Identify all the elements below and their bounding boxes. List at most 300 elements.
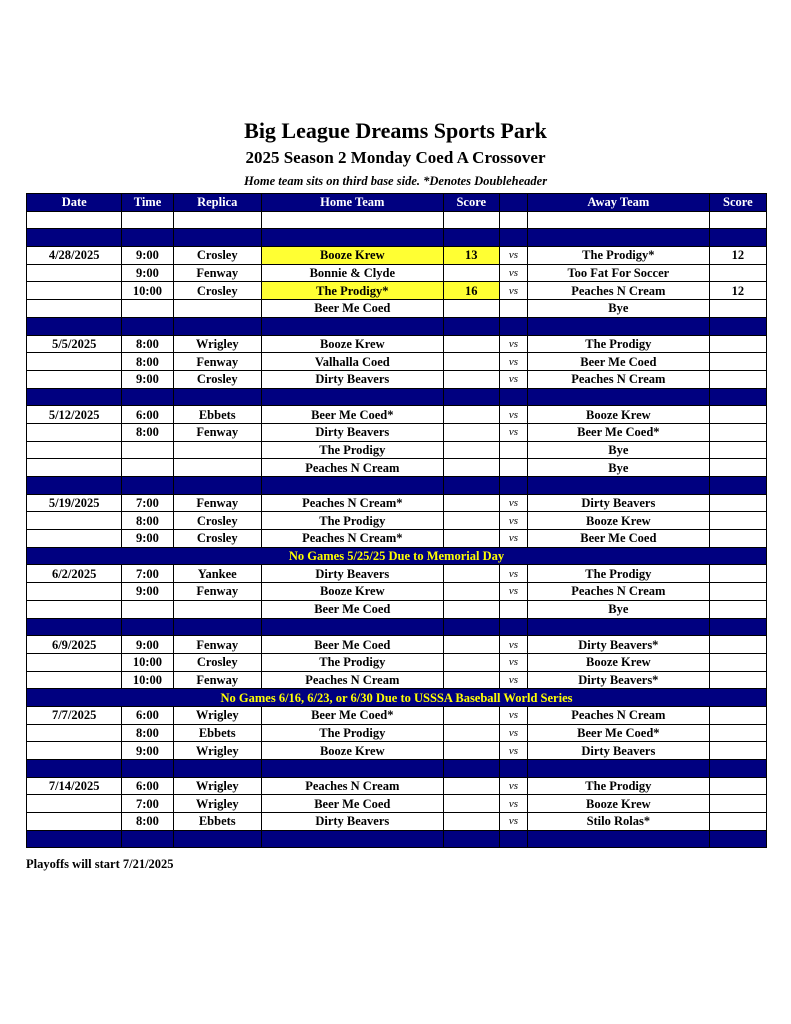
away-score-cell <box>709 370 766 388</box>
game-row <box>27 583 767 601</box>
vs-cell <box>499 600 527 618</box>
time-cell: 6:00 <box>122 406 173 424</box>
game-row <box>27 813 767 831</box>
home-score-cell <box>443 636 499 654</box>
empty-cell <box>709 229 766 247</box>
date-cell <box>27 300 122 318</box>
time-cell <box>122 441 173 459</box>
away-score-cell <box>709 583 766 601</box>
replica-cell: Yankee <box>173 565 261 583</box>
home-team-cell: Beer Me Coed* <box>261 406 443 424</box>
empty-cell <box>443 760 499 778</box>
vs-cell: vs <box>499 565 527 583</box>
away-team-cell: Dirty Beavers* <box>527 671 709 689</box>
away-score-cell <box>709 600 766 618</box>
home-score-cell <box>443 300 499 318</box>
empty-cell <box>709 618 766 636</box>
date-cell <box>27 459 122 477</box>
empty-cell <box>443 211 499 229</box>
home-team-cell: The Prodigy* <box>261 282 443 300</box>
date-cell: 7/7/2025 <box>27 706 122 724</box>
home-team-cell: Beer Me Coed <box>261 795 443 813</box>
empty-cell <box>499 229 527 247</box>
away-team-cell: Dirty Beavers <box>527 742 709 760</box>
vs-cell: vs <box>499 530 527 548</box>
empty-cell <box>173 830 261 848</box>
empty-cell <box>709 477 766 495</box>
vs-cell: vs <box>499 512 527 530</box>
empty-cell <box>27 830 122 848</box>
date-cell: 7/14/2025 <box>27 777 122 795</box>
playoffs-note: Playoffs will start 7/21/2025 <box>26 857 174 871</box>
empty-cell <box>443 477 499 495</box>
empty-cell <box>527 760 709 778</box>
date-cell: 5/19/2025 <box>27 494 122 512</box>
time-cell: 8:00 <box>122 813 173 831</box>
home-team-cell: Peaches N Cream <box>261 459 443 477</box>
home-score-cell <box>443 423 499 441</box>
vs-cell: vs <box>499 813 527 831</box>
away-team-cell: The Prodigy <box>527 777 709 795</box>
empty-cell <box>173 618 261 636</box>
away-score-cell: 12 <box>709 282 766 300</box>
empty-cell <box>261 317 443 335</box>
separator-row <box>27 618 767 636</box>
vs-cell: vs <box>499 406 527 424</box>
empty-cell <box>122 211 173 229</box>
replica-cell: Crosley <box>173 653 261 671</box>
home-team-cell: Dirty Beavers <box>261 423 443 441</box>
date-cell: 5/5/2025 <box>27 335 122 353</box>
empty-cell <box>27 388 122 406</box>
game-row <box>27 282 767 300</box>
time-cell: 9:00 <box>122 742 173 760</box>
home-team-cell: The Prodigy <box>261 512 443 530</box>
separator-row <box>27 388 767 406</box>
home-score-cell <box>443 583 499 601</box>
replica-cell: Ebbets <box>173 724 261 742</box>
away-score-cell <box>709 813 766 831</box>
away-score-cell <box>709 636 766 654</box>
away-team-cell: Bye <box>527 300 709 318</box>
home-score-cell: 13 <box>443 247 499 265</box>
away-team-cell: The Prodigy* <box>527 247 709 265</box>
col-header-replica: Replica <box>173 194 261 212</box>
away-team-cell: The Prodigy <box>527 565 709 583</box>
home-score-cell <box>443 512 499 530</box>
vs-cell: vs <box>499 370 527 388</box>
date-cell <box>27 530 122 548</box>
home-team-cell: Dirty Beavers <box>261 370 443 388</box>
replica-cell: Ebbets <box>173 406 261 424</box>
empty-cell <box>443 618 499 636</box>
empty-cell <box>527 211 709 229</box>
home-team-cell: Bonnie & Clyde <box>261 264 443 282</box>
empty-cell <box>261 477 443 495</box>
date-cell <box>27 813 122 831</box>
replica-cell: Fenway <box>173 353 261 371</box>
away-score-cell <box>709 706 766 724</box>
home-score-cell <box>443 441 499 459</box>
notice-text: No Games 5/25/25 Due to Memorial Day <box>27 547 767 565</box>
time-cell: 8:00 <box>122 423 173 441</box>
col-header-home-score: Score <box>443 194 499 212</box>
home-team-cell: Peaches N Cream* <box>261 530 443 548</box>
home-score-cell <box>443 264 499 282</box>
game-row <box>27 636 767 654</box>
empty-cell <box>527 317 709 335</box>
empty-cell <box>173 229 261 247</box>
away-score-cell <box>709 300 766 318</box>
home-score-cell: 16 <box>443 282 499 300</box>
away-team-cell: Booze Krew <box>527 653 709 671</box>
time-cell <box>122 459 173 477</box>
vs-cell: vs <box>499 636 527 654</box>
game-row <box>27 795 767 813</box>
replica-cell: Fenway <box>173 671 261 689</box>
home-score-cell <box>443 706 499 724</box>
home-team-cell: Booze Krew <box>261 247 443 265</box>
vs-cell: vs <box>499 423 527 441</box>
replica-cell: Wrigley <box>173 777 261 795</box>
empty-cell <box>709 830 766 848</box>
vs-cell <box>499 459 527 477</box>
away-team-cell: Dirty Beavers <box>527 494 709 512</box>
away-score-cell <box>709 441 766 459</box>
replica-cell: Fenway <box>173 636 261 654</box>
away-score-cell <box>709 530 766 548</box>
time-cell <box>122 300 173 318</box>
away-team-cell: Peaches N Cream <box>527 583 709 601</box>
empty-cell <box>499 830 527 848</box>
away-team-cell: Too Fat For Soccer <box>527 264 709 282</box>
vs-cell: vs <box>499 494 527 512</box>
away-score-cell <box>709 335 766 353</box>
home-score-cell <box>443 459 499 477</box>
vs-cell: vs <box>499 583 527 601</box>
vs-cell <box>499 441 527 459</box>
empty-cell <box>499 477 527 495</box>
away-team-cell: Bye <box>527 459 709 477</box>
home-team-cell: Peaches N Cream* <box>261 494 443 512</box>
time-cell: 6:00 <box>122 706 173 724</box>
time-cell: 8:00 <box>122 353 173 371</box>
table-header-row <box>27 194 767 212</box>
away-score-cell <box>709 494 766 512</box>
separator-row <box>27 830 767 848</box>
away-team-cell: Peaches N Cream <box>527 370 709 388</box>
home-team-cell: Dirty Beavers <box>261 813 443 831</box>
away-score-cell <box>709 795 766 813</box>
away-score-cell <box>709 264 766 282</box>
game-row <box>27 494 767 512</box>
away-team-cell: Booze Krew <box>527 795 709 813</box>
col-header-vs <box>499 194 527 212</box>
home-score-cell <box>443 370 499 388</box>
replica-cell <box>173 441 261 459</box>
time-cell: 9:00 <box>122 264 173 282</box>
game-row <box>27 512 767 530</box>
home-score-cell <box>443 406 499 424</box>
game-row <box>27 247 767 265</box>
date-cell <box>27 264 122 282</box>
home-score-cell <box>443 777 499 795</box>
home-score-cell <box>443 742 499 760</box>
game-row <box>27 671 767 689</box>
away-score-cell <box>709 742 766 760</box>
empty-cell <box>709 211 766 229</box>
replica-cell: Crosley <box>173 282 261 300</box>
home-score-cell <box>443 600 499 618</box>
empty-cell <box>27 211 122 229</box>
replica-cell <box>173 459 261 477</box>
schedule-body <box>27 211 767 848</box>
date-cell <box>27 441 122 459</box>
time-cell <box>122 600 173 618</box>
date-cell <box>27 423 122 441</box>
empty-cell <box>499 618 527 636</box>
home-team-cell: Beer Me Coed <box>261 636 443 654</box>
replica-cell: Crosley <box>173 247 261 265</box>
col-header-date: Date <box>27 194 122 212</box>
empty-cell <box>527 830 709 848</box>
date-cell <box>27 742 122 760</box>
time-cell: 9:00 <box>122 530 173 548</box>
away-score-cell <box>709 565 766 583</box>
away-team-cell: Booze Krew <box>527 512 709 530</box>
away-score-cell <box>709 724 766 742</box>
col-header-home-team: Home Team <box>261 194 443 212</box>
replica-cell: Crosley <box>173 370 261 388</box>
vs-cell: vs <box>499 353 527 371</box>
col-header-away-score: Score <box>709 194 766 212</box>
home-score-cell <box>443 724 499 742</box>
vs-cell: vs <box>499 282 527 300</box>
empty-cell <box>173 211 261 229</box>
away-team-cell: Beer Me Coed* <box>527 724 709 742</box>
empty-cell <box>122 388 173 406</box>
time-cell: 7:00 <box>122 795 173 813</box>
empty-cell <box>27 317 122 335</box>
home-team-cell: Booze Krew <box>261 335 443 353</box>
time-cell: 9:00 <box>122 636 173 654</box>
date-cell: 6/9/2025 <box>27 636 122 654</box>
date-cell: 6/2/2025 <box>27 565 122 583</box>
empty-cell <box>499 211 527 229</box>
home-score-cell <box>443 813 499 831</box>
time-cell: 6:00 <box>122 777 173 795</box>
home-team-cell: Beer Me Coed* <box>261 706 443 724</box>
empty-cell <box>27 477 122 495</box>
page-subtitle: 2025 Season 2 Monday Coed A Crossover <box>245 148 546 167</box>
home-team-cell: Beer Me Coed <box>261 300 443 318</box>
page-title: Big League Dreams Sports Park <box>244 118 547 143</box>
vs-cell: vs <box>499 335 527 353</box>
vs-cell: vs <box>499 742 527 760</box>
vs-cell: vs <box>499 777 527 795</box>
game-row <box>27 706 767 724</box>
home-team-cell: The Prodigy <box>261 653 443 671</box>
home-team-cell: Dirty Beavers <box>261 565 443 583</box>
replica-cell: Fenway <box>173 583 261 601</box>
away-team-cell: Booze Krew <box>527 406 709 424</box>
empty-cell <box>173 477 261 495</box>
vs-cell: vs <box>499 247 527 265</box>
away-score-cell <box>709 512 766 530</box>
notice-row <box>27 547 767 565</box>
time-cell: 10:00 <box>122 653 173 671</box>
empty-cell <box>261 618 443 636</box>
home-score-cell <box>443 671 499 689</box>
game-row <box>27 406 767 424</box>
separator-row <box>27 229 767 247</box>
home-score-cell <box>443 565 499 583</box>
away-score-cell <box>709 459 766 477</box>
empty-cell <box>527 477 709 495</box>
empty-cell <box>527 618 709 636</box>
replica-cell: Crosley <box>173 530 261 548</box>
time-cell: 8:00 <box>122 512 173 530</box>
date-cell <box>27 282 122 300</box>
empty-cell <box>261 760 443 778</box>
time-cell: 7:00 <box>122 565 173 583</box>
away-score-cell <box>709 671 766 689</box>
date-cell <box>27 512 122 530</box>
empty-cell <box>27 229 122 247</box>
away-team-cell: Stilo Rolas* <box>527 813 709 831</box>
home-team-cell: The Prodigy <box>261 441 443 459</box>
empty-row <box>27 211 767 229</box>
col-header-time: Time <box>122 194 173 212</box>
empty-cell <box>261 388 443 406</box>
vs-cell: vs <box>499 795 527 813</box>
away-team-cell: The Prodigy <box>527 335 709 353</box>
away-score-cell <box>709 777 766 795</box>
date-cell <box>27 653 122 671</box>
replica-cell: Wrigley <box>173 795 261 813</box>
replica-cell: Wrigley <box>173 335 261 353</box>
away-score-cell <box>709 653 766 671</box>
empty-cell <box>499 760 527 778</box>
replica-cell: Crosley <box>173 512 261 530</box>
vs-cell <box>499 300 527 318</box>
empty-cell <box>122 317 173 335</box>
time-cell: 9:00 <box>122 370 173 388</box>
home-score-cell <box>443 494 499 512</box>
replica-cell: Fenway <box>173 423 261 441</box>
replica-cell: Fenway <box>173 494 261 512</box>
replica-cell <box>173 300 261 318</box>
home-team-cell: Booze Krew <box>261 742 443 760</box>
away-score-cell <box>709 353 766 371</box>
replica-cell: Wrigley <box>173 706 261 724</box>
empty-cell <box>499 388 527 406</box>
vs-cell: vs <box>499 653 527 671</box>
time-cell: 9:00 <box>122 247 173 265</box>
away-team-cell: Peaches N Cream <box>527 282 709 300</box>
replica-cell: Ebbets <box>173 813 261 831</box>
empty-cell <box>122 229 173 247</box>
away-team-cell: Dirty Beavers* <box>527 636 709 654</box>
empty-cell <box>709 317 766 335</box>
empty-cell <box>443 830 499 848</box>
empty-cell <box>261 830 443 848</box>
time-cell: 10:00 <box>122 671 173 689</box>
home-team-cell: Valhalla Coed <box>261 353 443 371</box>
home-score-cell <box>443 335 499 353</box>
away-team-cell: Beer Me Coed* <box>527 423 709 441</box>
empty-cell <box>527 388 709 406</box>
date-cell <box>27 353 122 371</box>
time-cell: 8:00 <box>122 724 173 742</box>
away-score-cell <box>709 423 766 441</box>
away-team-cell: Bye <box>527 600 709 618</box>
game-row <box>27 353 767 371</box>
time-cell: 8:00 <box>122 335 173 353</box>
game-row <box>27 777 767 795</box>
empty-cell <box>173 388 261 406</box>
away-team-cell: Peaches N Cream <box>527 706 709 724</box>
away-team-cell: Beer Me Coed <box>527 530 709 548</box>
empty-cell <box>443 229 499 247</box>
game-row <box>27 565 767 583</box>
game-row <box>27 530 767 548</box>
vs-cell: vs <box>499 706 527 724</box>
empty-cell <box>173 760 261 778</box>
game-row <box>27 742 767 760</box>
home-team-cell: The Prodigy <box>261 724 443 742</box>
game-row <box>27 335 767 353</box>
replica-cell: Fenway <box>173 264 261 282</box>
away-score-cell: 12 <box>709 247 766 265</box>
date-cell <box>27 671 122 689</box>
empty-cell <box>27 760 122 778</box>
empty-cell <box>27 618 122 636</box>
notice-text: No Games 6/16, 6/23, or 6/30 Due to USSSA Baseball World Series <box>27 689 767 707</box>
vs-cell: vs <box>499 264 527 282</box>
date-cell: 4/28/2025 <box>27 247 122 265</box>
replica-cell: Wrigley <box>173 742 261 760</box>
empty-cell <box>261 229 443 247</box>
away-team-cell: Bye <box>527 441 709 459</box>
empty-cell <box>527 229 709 247</box>
empty-cell <box>122 618 173 636</box>
game-row <box>27 423 767 441</box>
away-score-cell <box>709 406 766 424</box>
bye-row <box>27 459 767 477</box>
home-score-cell <box>443 353 499 371</box>
separator-row <box>27 317 767 335</box>
home-score-cell <box>443 530 499 548</box>
date-cell <box>27 583 122 601</box>
empty-cell <box>499 317 527 335</box>
bye-row <box>27 600 767 618</box>
schedule-note: Home team sits on third base side. *Denotes Doubleheader <box>243 174 548 188</box>
time-cell: 9:00 <box>122 583 173 601</box>
empty-cell <box>709 760 766 778</box>
empty-cell <box>709 388 766 406</box>
home-score-cell <box>443 795 499 813</box>
date-cell <box>27 370 122 388</box>
date-cell <box>27 724 122 742</box>
away-team-cell: Beer Me Coed <box>527 353 709 371</box>
vs-cell: vs <box>499 724 527 742</box>
replica-cell <box>173 600 261 618</box>
home-team-cell: Peaches N Cream <box>261 777 443 795</box>
empty-cell <box>261 211 443 229</box>
empty-cell <box>122 830 173 848</box>
notice-row <box>27 689 767 707</box>
